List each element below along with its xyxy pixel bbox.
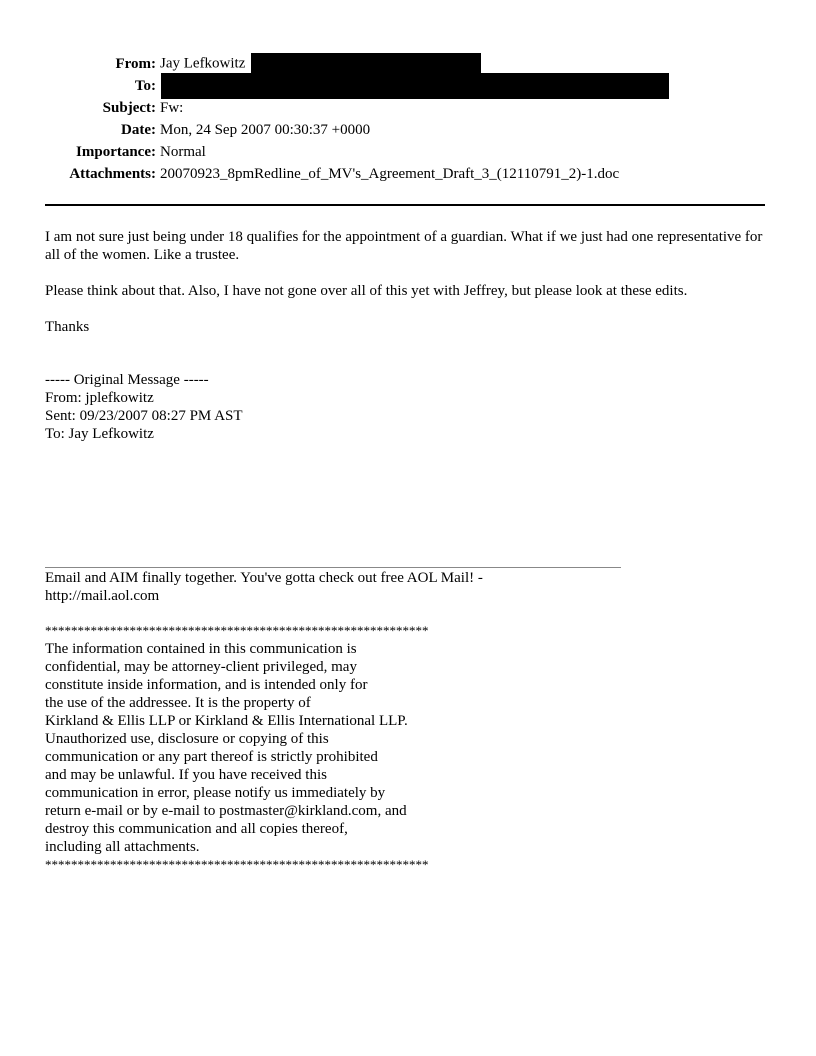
from-label: From: [115,56,156,72]
disclaimer-line: constitute inside information, and is intended only for [45,677,368,693]
importance-label: Importance: [76,144,156,160]
original-message-block [45,371,243,443]
original-to: To: Jay Lefkowitz [45,426,154,442]
original-message-marker: ----- Original Message ----- [45,372,209,388]
redaction-box [161,73,669,99]
date-row [0,119,816,141]
disclaimer-line: the use of the addressee. It is the property of [45,695,311,711]
email-headers [0,53,816,185]
date-value: Mon, 24 Sep 2007 00:30:37 +0000 [160,122,371,138]
importance-row [0,141,816,163]
redaction-box [251,53,481,75]
from-name: Jay Lefkowitz [160,55,246,72]
disclaimer-line: destroy this communication and all copies thereof, [45,821,348,837]
body-signoff: Thanks [45,319,90,335]
subject-label: Subject: [102,100,156,116]
footer-divider [45,567,621,568]
original-from: From: jplefkowitz [45,390,154,406]
disclaimer-line: communication in error, please notify us immediately by [45,785,386,801]
to-value [160,73,669,99]
body-paragraph: Please think about that. Also, I have not gone over all of this yet with Jeffrey, but please look at these edits. [45,283,688,299]
disclaimer-stars-top: *********************************************************** [45,623,429,638]
original-sent: Sent: 09/23/2007 08:27 PM AST [45,408,243,424]
to-label: To: [134,78,156,94]
body-paragraph: I am not sure just being under 18 qualifies for the appointment of a guardian. What if we just had one representative for all of the women. Like a trustee. [45,229,763,263]
header-divider [45,204,765,206]
from-value [160,53,481,75]
from-row [0,53,816,75]
to-row [0,75,816,97]
disclaimer-line: The information contained in this communication is [45,641,357,657]
attachment-filename: 20070923_8pmRedline_of_MV's_Agreement_Draft_3_(12110791_2)-1.doc [160,166,620,182]
subject-value: Fw: [160,100,184,116]
aol-footer-text: Email and AIM finally together. You've gotta check out free AOL Mail! - [45,570,483,586]
legal-disclaimer [45,622,429,874]
date-label: Date: [121,122,156,138]
importance-value: Normal [160,144,206,160]
disclaimer-line: communication or any part thereof is strictly prohibited [45,749,378,765]
subject-row [0,97,816,119]
disclaimer-line: Unauthorized use, disclosure or copying of this [45,731,329,747]
disclaimer-line: return e-mail or by e-mail to postmaster@kirkland.com, and [45,803,407,819]
disclaimer-stars-bottom: *********************************************************** [45,857,429,872]
disclaimer-line: and may be unlawful. If you have received this [45,767,327,783]
disclaimer-line: confidential, may be attorney-client privileged, may [45,659,357,675]
disclaimer-line: including all attachments. [45,839,200,855]
aol-footer [45,569,565,605]
disclaimer-line: Kirkland & Ellis LLP or Kirkland & Ellis International LLP. [45,713,408,729]
attachments-row [0,163,816,185]
aol-link: http://mail.aol.com [45,588,160,604]
attachments-label: Attachments: [69,166,156,182]
message-body [45,228,765,354]
